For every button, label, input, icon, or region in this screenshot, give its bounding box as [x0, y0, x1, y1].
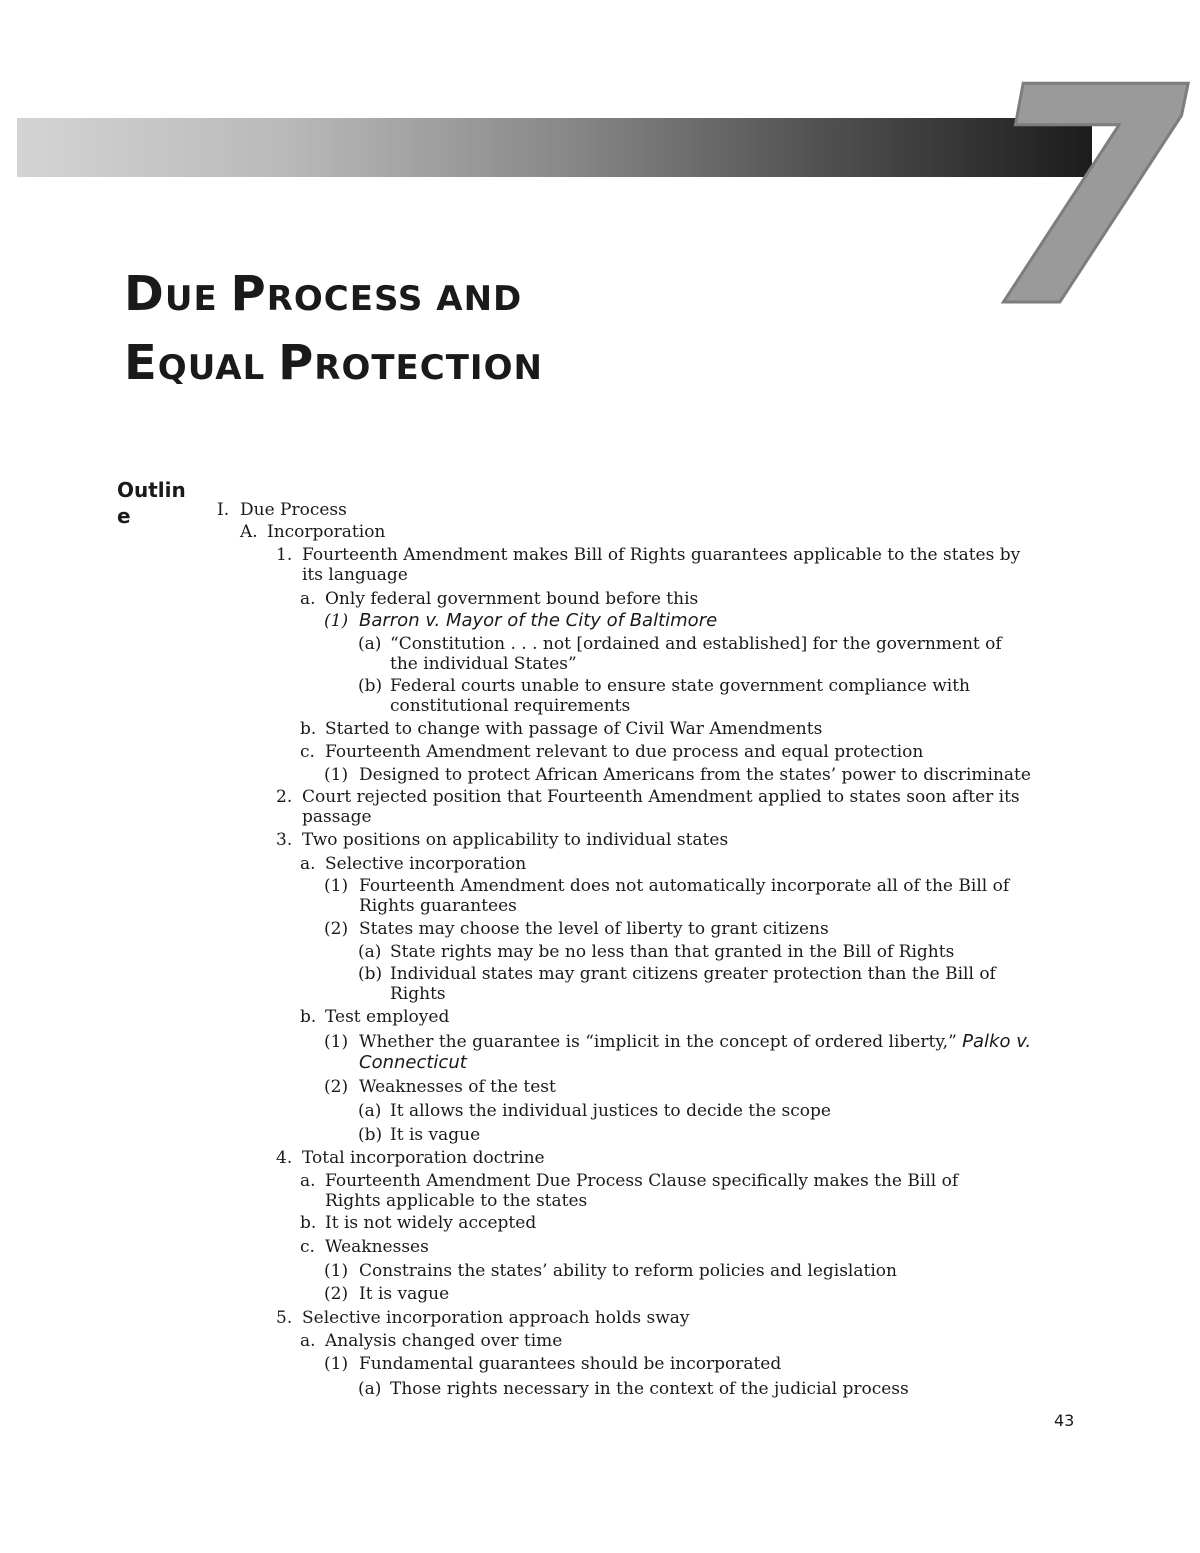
outline-item-text	[390, 1101, 831, 1121]
outline-item-text	[359, 919, 829, 939]
outline-item-marker: (b)	[358, 1125, 383, 1145]
outline-item-text	[390, 654, 577, 674]
outline-item-marker: 2.	[276, 787, 293, 807]
title-initial: P	[278, 335, 315, 391]
outline-item-body: Selective incorporation approach holds sway	[302, 1308, 690, 1328]
title-word-rest: ROCESS AND	[266, 279, 523, 319]
outline-item-marker: (1)	[324, 1032, 349, 1052]
outline-item-text	[390, 1125, 480, 1145]
outline-item-text	[325, 1007, 449, 1027]
outline-item-body: It is vague	[390, 1125, 481, 1145]
outline-item-body: Fourteenth Amendment relevant to due process and equal protection	[325, 742, 924, 762]
outline-item-text	[390, 634, 1002, 654]
outline-item-marker: I.	[217, 500, 230, 520]
outline-item-body: constitutional requirements	[390, 696, 631, 716]
outline-item-text	[325, 589, 698, 609]
outline-item-marker: 3.	[276, 830, 293, 850]
outline-item-text	[302, 787, 1020, 807]
outline-item-body: Barron v. Mayor of the City of Baltimore	[359, 610, 718, 631]
outline-item-marker: (a)	[358, 942, 382, 962]
outline-item-text	[302, 1148, 545, 1168]
outline-item-marker: (1)	[324, 1261, 349, 1281]
outline-item-marker: (2)	[324, 1284, 349, 1304]
outline-item-body: Rights guarantees	[359, 896, 517, 916]
outline-item-marker: (1)	[324, 765, 349, 785]
title-initial: P	[230, 266, 267, 322]
outline-item-body: passage	[302, 807, 372, 827]
outline-item-text	[325, 1237, 429, 1257]
outline-item-marker: b.	[300, 719, 317, 739]
outline-item-text	[359, 1354, 781, 1374]
outline-item-text	[302, 830, 728, 850]
outline-item-body: It is not widely accepted	[325, 1213, 537, 1233]
outline-item-text	[325, 854, 526, 874]
outline-item-body: Individual states may grant citizens greater protection than the Bill of	[390, 964, 996, 984]
outline-item-marker: (b)	[358, 964, 383, 984]
outline-item-body: Two positions on applicability to individual states	[302, 830, 729, 850]
outline-item-body: Whether the guarantee is “implicit in the concept of ordered liberty,”	[359, 1032, 957, 1052]
outline-item-body: Weaknesses of the test	[359, 1077, 556, 1097]
outline-item-text	[359, 896, 517, 916]
outline-item-text	[359, 765, 1031, 785]
outline-item-body: Test employed	[325, 1007, 450, 1027]
outline-item-marker: (a)	[358, 1379, 382, 1399]
outline-item-text	[359, 1284, 449, 1304]
outline-item-body: Designed to protect African Americans from the states’ power to discriminate	[359, 765, 1031, 785]
outline-item-marker: a.	[300, 854, 316, 874]
outline-item-body: Weaknesses	[325, 1237, 429, 1257]
outline-item-marker: 5.	[276, 1308, 293, 1328]
outline-item-marker: (b)	[358, 676, 383, 696]
outline-item-body: Incorporation	[267, 522, 386, 542]
outline-item-marker: a.	[300, 1171, 316, 1191]
outline-item-marker: c.	[300, 742, 315, 762]
outline-item-marker: 4.	[276, 1148, 293, 1168]
outline-item-text	[302, 1308, 689, 1328]
title-word-rest: UE	[164, 279, 231, 319]
outline-item-marker: a.	[300, 589, 316, 609]
outline-item-body: Due Process	[240, 500, 347, 520]
title-initial: E	[124, 335, 158, 391]
outline-item-body: Court rejected position that Fourteenth Amendment applied to states soon after its	[302, 787, 1020, 807]
outline-item-body: Those rights necessary in the context of the judicial process	[390, 1379, 909, 1399]
outline-item-marker: b.	[300, 1213, 317, 1233]
outline-item-text	[390, 942, 954, 962]
outline-item-text	[390, 696, 630, 716]
outline-item-body: Total incorporation doctrine	[302, 1148, 545, 1168]
page-number: 43	[1054, 1411, 1075, 1430]
outline-item-marker: (a)	[358, 1101, 382, 1121]
outline-item-text	[302, 545, 1020, 565]
outline-item-text	[359, 1261, 897, 1281]
outline-item-body: It allows the individual justices to decide the scope	[390, 1101, 831, 1121]
outline-item-marker: b.	[300, 1007, 317, 1027]
case-name: Palko v.	[962, 1031, 1032, 1052]
outline-item-text	[325, 1213, 536, 1233]
outline-item-text	[390, 676, 970, 696]
outline-item-body: State rights may be no less than that granted in the Bill of Rights	[390, 942, 955, 962]
outline-item-marker: (2)	[324, 919, 349, 939]
outline-item-marker: (1)	[324, 611, 349, 631]
outline-item-body: States may choose the level of liberty to grant citizens	[359, 919, 829, 939]
outline-item-text	[302, 807, 372, 827]
title-word-rest: QUAL	[157, 348, 279, 388]
outline-item-text	[359, 1032, 1031, 1052]
outline-item-text	[390, 984, 446, 1004]
outline-item-text	[325, 719, 822, 739]
outline-item-body: Connecticut	[359, 1052, 467, 1073]
outline-item-marker: (1)	[324, 876, 349, 896]
outline-item-marker: A.	[240, 522, 258, 542]
title-initial: D	[124, 266, 165, 322]
outline-item-text	[390, 1379, 909, 1399]
sidebar-label-line-2: e	[117, 504, 131, 528]
outline-item-text	[302, 565, 408, 585]
outline-item-text	[359, 1053, 467, 1073]
outline-item-body: Rights applicable to the states	[325, 1191, 588, 1211]
outline-item-body: Fourteenth Amendment does not automatically incorporate all of the Bill of	[359, 876, 1010, 896]
outline-item-body: Rights	[390, 984, 446, 1004]
outline-item-body: Fundamental guarantees should be incorporated	[359, 1354, 782, 1374]
outline-item-marker: 1.	[276, 545, 293, 565]
outline-item-text	[359, 876, 1009, 896]
outline-item-body: its language	[302, 565, 408, 585]
chapter-number-glyph: 7	[980, 24, 1189, 373]
outline-item-body: Selective incorporation	[325, 854, 527, 874]
outline-item-marker: a.	[300, 1331, 316, 1351]
outline-item-body: It is vague	[359, 1284, 450, 1304]
outline-item-text	[359, 1077, 556, 1097]
outline-item-marker: (a)	[358, 634, 382, 654]
outline-item-body: “Constitution . . . not [ordained and established] for the government of	[390, 634, 1002, 654]
outline-item-text	[325, 1191, 587, 1211]
outline-item-text	[240, 500, 347, 520]
sidebar-label-line-1: Outlin	[117, 478, 186, 502]
outline-item-text	[267, 522, 385, 542]
outline-item-body: the individual States”	[390, 654, 577, 674]
outline-item-text	[325, 742, 923, 762]
outline-item-body: Analysis changed over time	[325, 1331, 563, 1351]
outline-item-body: Federal courts unable to ensure state government compliance with	[390, 676, 971, 696]
outline-item-marker: c.	[300, 1237, 315, 1257]
outline-item-marker: (2)	[324, 1077, 349, 1097]
outline-item-text	[390, 964, 996, 984]
title-word-rest: ROTECTION	[314, 348, 543, 388]
outline-item-text	[325, 1331, 562, 1351]
outline-item-body: Fourteenth Amendment makes Bill of Rights guarantees applicable to the states by	[302, 545, 1021, 565]
outline-item-text	[325, 1171, 958, 1191]
outline-item-text	[359, 611, 717, 631]
outline-item-body: Constrains the states’ ability to reform policies and legislation	[359, 1261, 897, 1281]
outline-item-marker: (1)	[324, 1354, 349, 1374]
outline-item-body: Fourteenth Amendment Due Process Clause specifically makes the Bill of	[325, 1171, 959, 1191]
outline-item-body: Only federal government bound before this	[325, 589, 699, 609]
outline-item-body: Started to change with passage of Civil War Amendments	[325, 719, 823, 739]
